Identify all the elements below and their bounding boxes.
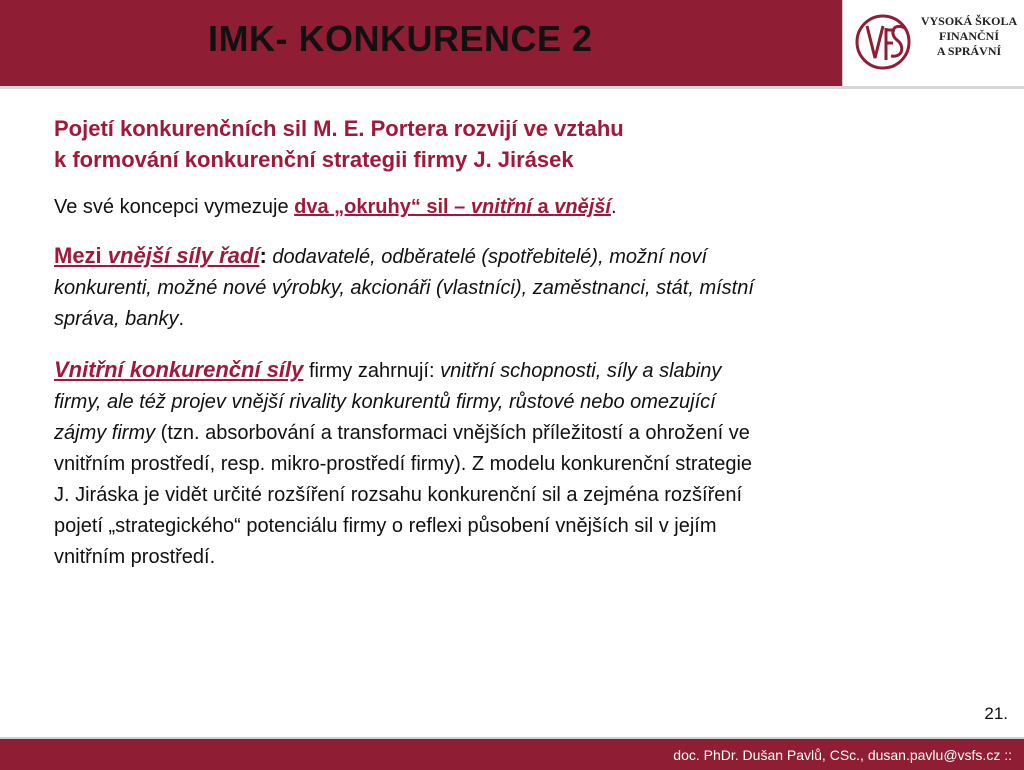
- footer-author: doc. PhDr. Dušan Pavlů, CSc., dusan.pavlu@vsfs.cz ::: [673, 747, 1012, 763]
- school-name-line-2: FINANČNÍ: [939, 29, 999, 43]
- two-circles-phrase: [294, 196, 611, 218]
- heading-line-1: Pojetí konkurenčních sil M. E. Portera rozvijí ve vztahu: [54, 116, 624, 141]
- internal-line-7: vnitřním prostředí.: [54, 546, 216, 568]
- internal-line-3: [54, 418, 974, 449]
- external-line-2: [54, 273, 974, 304]
- vsfs-logo-icon: [853, 8, 917, 78]
- and-word: a: [531, 196, 555, 218]
- intro-text: Ve své koncepci vymezuje: [54, 196, 295, 218]
- external-line-3: [54, 304, 974, 335]
- external-end: .: [178, 308, 185, 330]
- section-heading: [54, 113, 814, 175]
- internal-line-1-normal: firmy zahrnují:: [303, 360, 441, 382]
- page-number: 21.: [984, 704, 1008, 723]
- external-word: vnější: [554, 196, 611, 218]
- external-list-1: dodavatelé, odběratelé (spotřebitelé), možní noví: [266, 246, 708, 268]
- heading-line-2: k formování konkurenční strategii firmy J. Jirásek: [54, 147, 574, 172]
- slide-title: IMK- KONKURENCE 2: [208, 18, 593, 59]
- school-name-line-3: A SPRÁVNÍ: [936, 44, 1002, 58]
- school-name: [919, 14, 1019, 59]
- external-list-2: konkurenti, možné nové výrobky, akcionáři (vlastníci), zaměstnanci, stát, místní: [54, 277, 754, 299]
- external-lead-italic: vnější síly řadí: [107, 243, 260, 268]
- internal-lead: Vnitřní konkurenční síly: [54, 357, 304, 382]
- internal-word: vnitřní: [470, 196, 532, 218]
- external-lead-mezi: Mezi: [54, 243, 108, 268]
- school-name-line-1: VYSOKÁ ŠKOLA: [920, 14, 1018, 28]
- external-colon: :: [259, 243, 267, 268]
- internal-line-2-text: firmy, ale též projev vnější rivality konkurentů firmy, růstové nebo omezující: [54, 391, 716, 413]
- intro-end: .: [610, 196, 617, 218]
- footer-bar: [0, 737, 1024, 770]
- internal-line-3-italic: zájmy firmy: [54, 422, 156, 444]
- internal-line-1: [54, 354, 974, 387]
- school-logo: [842, 0, 1024, 89]
- internal-line-5: J. Jiráska je vidět určité rozšíření rozsahu konkurenční sil a zejména rozšíření: [54, 484, 743, 506]
- external-line-1: [54, 240, 974, 273]
- external-list-3: správa, banky: [54, 308, 179, 330]
- two-circles-text: dva „okruhy“ sil –: [294, 196, 471, 218]
- paragraph-intro: [54, 196, 617, 219]
- internal-line-6: pojetí „strategického“ potenciálu firmy o reflexi působení vnějších sil v jejím: [54, 515, 717, 537]
- internal-line-2: [54, 387, 974, 418]
- paragraph-external-forces: [54, 240, 974, 335]
- internal-line-4: vnitřním prostředí, resp. mikro-prostředí firmy). Z modelu konkurenční strategie: [54, 453, 753, 475]
- external-lead: [54, 243, 259, 268]
- header-bar: [0, 0, 842, 89]
- paragraph-internal-forces: [54, 354, 974, 573]
- internal-line-3-normal: (tzn. absorbování a transformaci vnějších příležitostí a ohrožení ve: [155, 422, 750, 444]
- internal-line-1-italic: vnitřní schopnosti, síly a slabiny: [440, 360, 722, 382]
